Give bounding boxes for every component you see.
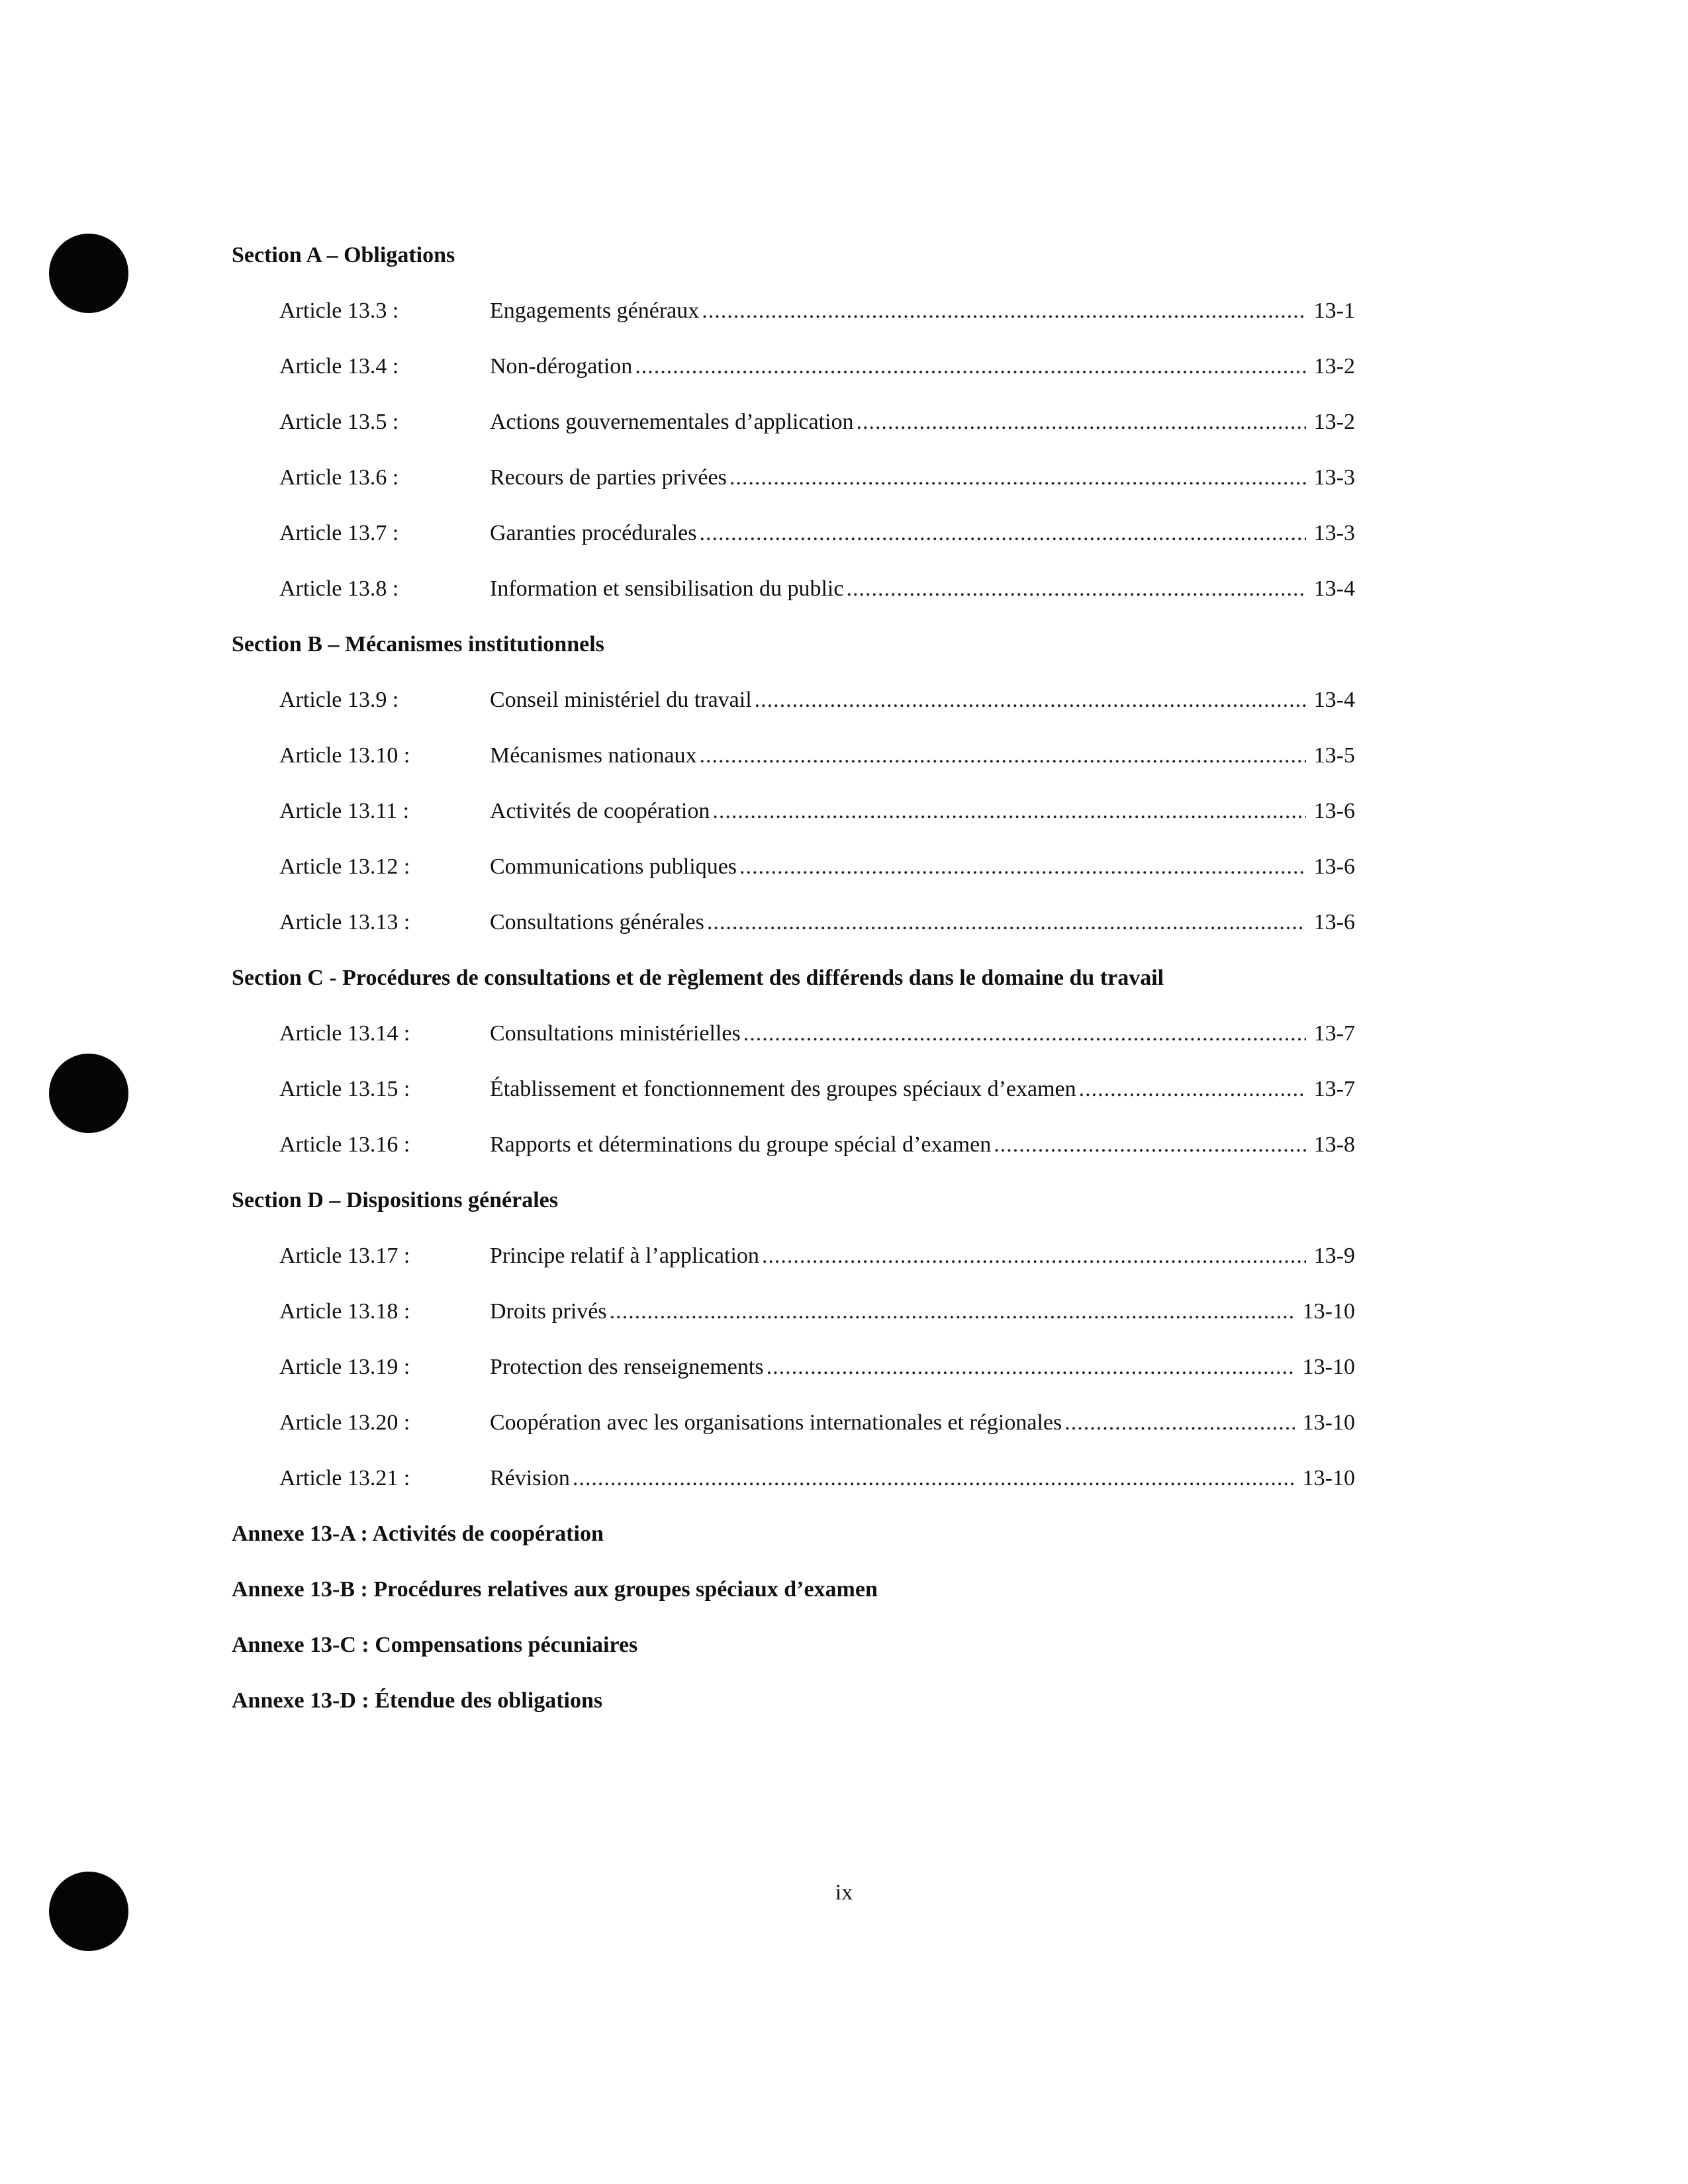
entry-line — [490, 854, 1355, 880]
article-number: Article 13.5 : — [279, 410, 399, 434]
dot-leader — [1064, 1410, 1294, 1436]
entry-line — [490, 298, 1355, 324]
article-title: Rapports et déterminations du groupe spécial d’examen — [490, 1132, 992, 1157]
entry-line — [490, 1410, 1355, 1436]
page-reference: 13-4 — [1313, 688, 1355, 712]
article-number: Article 13.20 : — [279, 1410, 410, 1435]
page-reference: 13-10 — [1302, 1355, 1355, 1379]
dot-leader — [729, 465, 1306, 491]
article-title: Garanties procédurales — [490, 521, 697, 545]
dot-leader — [755, 687, 1306, 713]
article-title: Engagements généraux — [490, 298, 700, 323]
dot-leader — [700, 743, 1306, 769]
dot-leader — [739, 854, 1306, 880]
article-number: Article 13.12 : — [279, 854, 410, 879]
article-number: Article 13.8 : — [279, 576, 399, 601]
annex-heading: Annexe 13-B : Procédures relatives aux groupes spéciaux d’examen — [232, 1577, 878, 1602]
toc-entry[interactable] — [279, 465, 1355, 491]
entry-line — [490, 1465, 1355, 1492]
toc-entry[interactable] — [279, 520, 1355, 547]
article-title: Droits privés — [490, 1299, 607, 1324]
article-number: Article 13.3 : — [279, 298, 399, 323]
toc-entry[interactable] — [279, 1021, 1355, 1047]
toc-entry[interactable] — [279, 1410, 1355, 1436]
toc-entry[interactable] — [279, 1298, 1355, 1325]
article-title: Recours de parties privées — [490, 465, 727, 490]
section-heading: Section A – Obligations — [232, 243, 455, 267]
dot-leader — [702, 298, 1305, 324]
article-number: Article 13.21 : — [279, 1466, 410, 1490]
article-number: Article 13.16 : — [279, 1132, 410, 1157]
entry-line — [490, 743, 1355, 769]
dot-leader — [857, 409, 1306, 435]
page-reference: 13-8 — [1313, 1132, 1355, 1157]
toc-entry[interactable] — [279, 353, 1355, 380]
section-heading: Section B – Mécanismes institutionnels — [232, 632, 604, 657]
dot-leader — [762, 1243, 1306, 1269]
entry-line — [490, 798, 1355, 825]
page-reference: 13-5 — [1313, 743, 1355, 768]
page-reference: 13-10 — [1302, 1410, 1355, 1435]
article-title: Information et sensibilisation du public — [490, 576, 844, 601]
page-reference: 13-6 — [1313, 910, 1355, 934]
entry-line — [490, 1021, 1355, 1047]
page-reference: 13-1 — [1313, 298, 1355, 323]
toc-entry[interactable] — [279, 1076, 1355, 1103]
annex-heading: Annexe 13-A : Activités de coopération — [232, 1522, 604, 1546]
article-title: Consultations ministérielles — [490, 1021, 741, 1046]
page-reference: 13-10 — [1302, 1466, 1355, 1490]
dot-leader — [743, 1021, 1306, 1047]
page-reference: 13-3 — [1313, 521, 1355, 545]
article-number: Article 13.10 : — [279, 743, 410, 768]
dot-leader — [573, 1465, 1295, 1492]
annex-heading: Annexe 13-C : Compensations pécuniaires — [232, 1633, 638, 1657]
article-title: Protection des renseignements — [490, 1355, 764, 1379]
page-reference: 13-3 — [1313, 465, 1355, 490]
article-title: Communications publiques — [490, 854, 737, 879]
entry-line — [490, 1298, 1355, 1325]
toc-entry[interactable] — [279, 798, 1355, 825]
page-reference: 13-6 — [1313, 854, 1355, 879]
dot-leader — [767, 1354, 1295, 1381]
entry-line — [490, 1132, 1355, 1158]
entry-line — [490, 409, 1355, 435]
toc-entry[interactable] — [279, 298, 1355, 324]
entry-line — [490, 687, 1355, 713]
toc-entry[interactable] — [279, 1465, 1355, 1492]
toc-entry[interactable] — [279, 1132, 1355, 1158]
toc-entry[interactable] — [279, 1243, 1355, 1269]
toc-entry[interactable] — [279, 743, 1355, 769]
toc-entry[interactable] — [279, 409, 1355, 435]
page-number: ix — [835, 1880, 853, 1905]
entry-line — [490, 1243, 1355, 1269]
dot-leader — [712, 798, 1305, 825]
dot-leader — [846, 576, 1305, 602]
article-number: Article 13.14 : — [279, 1021, 410, 1046]
toc-entry[interactable] — [279, 909, 1355, 936]
article-title: Mécanismes nationaux — [490, 743, 697, 768]
article-number: Article 13.18 : — [279, 1299, 410, 1324]
section-heading: Section D – Dispositions générales — [232, 1188, 558, 1212]
entry-line — [490, 465, 1355, 491]
article-number: Article 13.7 : — [279, 521, 399, 545]
entry-line — [490, 1076, 1355, 1103]
entry-line — [490, 353, 1355, 380]
article-number: Article 13.11 : — [279, 799, 410, 823]
toc-entry[interactable] — [279, 854, 1355, 880]
article-title: Actions gouvernementales d’application — [490, 410, 854, 434]
dot-leader — [635, 353, 1305, 380]
entry-line — [490, 909, 1355, 936]
article-number: Article 13.15 : — [279, 1077, 410, 1101]
dot-leader — [994, 1132, 1305, 1158]
article-title: Établissement et fonctionnement des groupes spéciaux d’examen — [490, 1077, 1076, 1101]
entry-line — [490, 1354, 1355, 1381]
annex-heading: Annexe 13-D : Étendue des obligations — [232, 1688, 603, 1713]
page-reference: 13-9 — [1313, 1244, 1355, 1268]
dot-leader — [1079, 1076, 1306, 1103]
article-title: Activités de coopération — [490, 799, 710, 823]
toc-entry[interactable] — [279, 687, 1355, 713]
entry-line — [490, 520, 1355, 547]
page-reference: 13-7 — [1313, 1021, 1355, 1046]
article-number: Article 13.6 : — [279, 465, 399, 490]
dot-leader — [707, 909, 1306, 936]
toc-entry[interactable] — [279, 1354, 1355, 1381]
dot-leader — [610, 1298, 1295, 1325]
article-number: Article 13.17 : — [279, 1244, 410, 1268]
article-number: Article 13.13 : — [279, 910, 410, 934]
article-title: Conseil ministériel du travail — [490, 688, 752, 712]
page-reference: 13-2 — [1313, 410, 1355, 434]
article-number: Article 13.9 : — [279, 688, 399, 712]
page-reference: 13-7 — [1313, 1077, 1355, 1101]
section-heading: Section C - Procédures de consultations et de règlement des différends dans le domaine du travail — [232, 966, 1164, 990]
page-reference: 13-10 — [1302, 1299, 1355, 1324]
article-number: Article 13.4 : — [279, 354, 399, 379]
article-title: Coopération avec les organisations internationales et régionales — [490, 1410, 1062, 1435]
page-reference: 13-6 — [1313, 799, 1355, 823]
article-title: Principe relatif à l’application — [490, 1244, 759, 1268]
dot-leader — [699, 520, 1305, 547]
article-number: Article 13.19 : — [279, 1355, 410, 1379]
toc-entry[interactable] — [279, 576, 1355, 602]
page-reference: 13-2 — [1313, 354, 1355, 379]
article-title: Révision — [490, 1466, 570, 1490]
page-reference: 13-4 — [1313, 576, 1355, 601]
article-title: Consultations générales — [490, 910, 704, 934]
article-title: Non-dérogation — [490, 354, 633, 379]
entry-line — [490, 576, 1355, 602]
